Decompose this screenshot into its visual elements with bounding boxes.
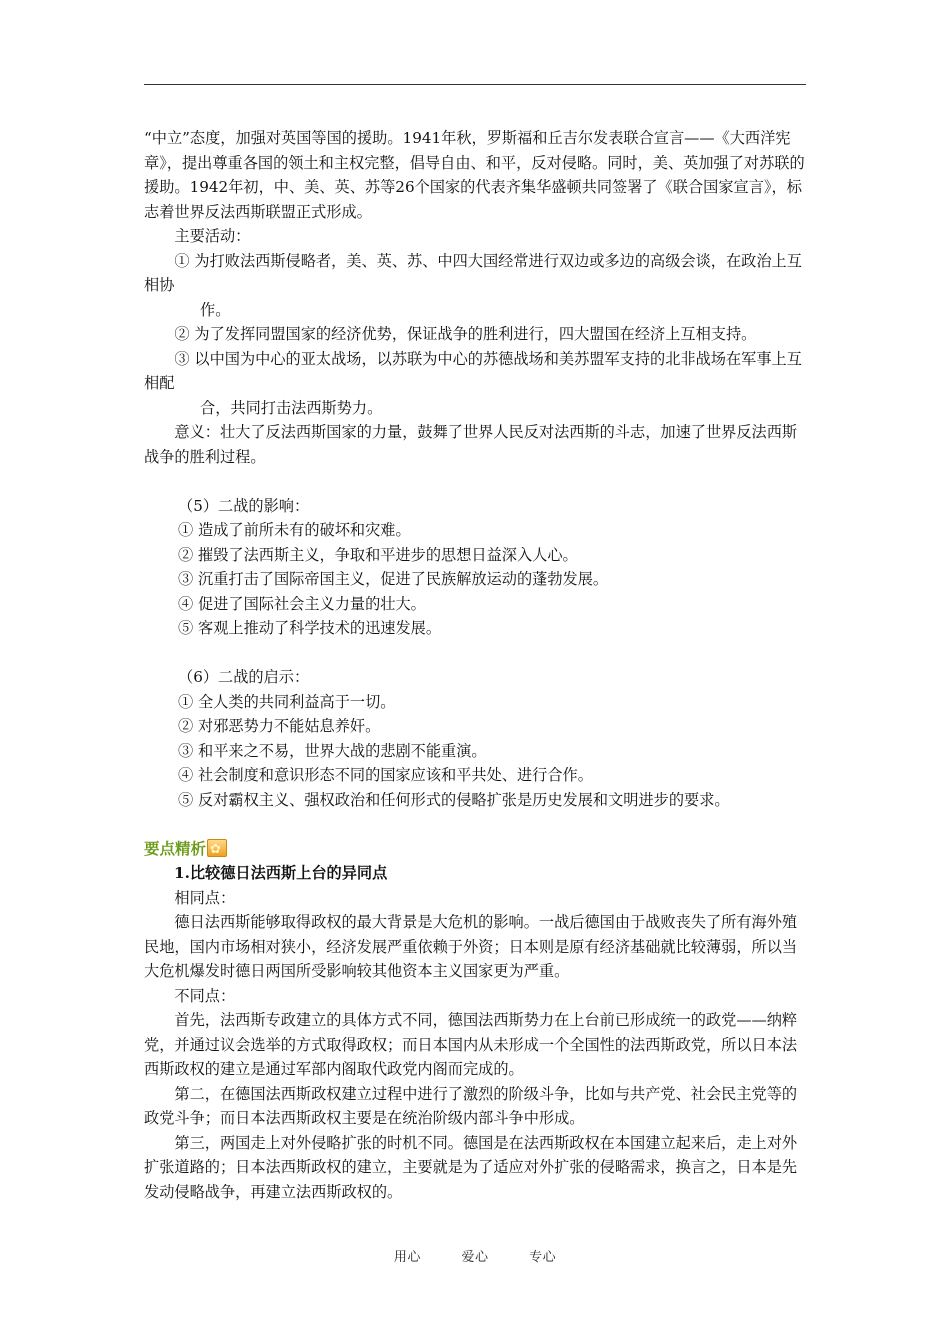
activities-label: 主要活动： [174, 227, 251, 245]
page-footer [0, 1246, 950, 1265]
same-label: 相同点： [174, 888, 236, 907]
influence-item: ⑤ 客观上推动了科学技术的迅速发展。 [178, 619, 442, 637]
document-body [144, 126, 810, 1204]
lesson-item: ⑤ 反对霸权主义、强权政治和任何形式的侵略扩张是历史发展和文明进步的要求。 [178, 790, 730, 809]
activity-item-2: ② 为了发挥同盟国家的经济优势，保证战争的胜利进行，四大盟国在经济上互相支持。 [174, 325, 757, 343]
influence-item: ③ 沉重打击了国际帝国主义，促进了民族解放运动的蓬勃发展。 [178, 570, 609, 588]
lesson-item: ② 对邪恶势力不能姑息养奸。 [178, 717, 381, 735]
lessons-title: （6）二战的启示： [178, 668, 310, 686]
section-title-text: 要点精析 [144, 839, 207, 858]
activity-item-3-continued: 合，共同打击法西斯势力。 [200, 398, 383, 417]
footer-word: 专心 [529, 1250, 557, 1265]
diff-paragraph-3: 第三，两国走上对外侵略扩张的时机不同。德国是在法西斯政权在本国建立起来后，走上对外扩张道路的；日本法西斯政权的建立，主要就是为了适应对外扩张的侵略需求，换言之，日本是先发动侵略战争，再建立法西斯政权的。 [144, 1133, 798, 1201]
lesson-item: ④ 社会制度和意识形态不同的国家应该和平共处、进行合作。 [178, 766, 593, 784]
intro-paragraph: “中立”态度，加强对英国等国的援助。1941年秋，罗斯福和丘吉尔发表联合宣言——《大西洋宪章》，提出尊重各国的领土和主权完整，倡导自由、和平，反对侵略。同时，美、英加强了对苏联的援助。1942年初，中、美、英、苏等26个国家的代表齐集华盛顿共同签署了《联合国家宣言》，标志着世界反法西斯联盟正式形成。 [144, 129, 805, 221]
diff-label: 不同点： [174, 986, 236, 1005]
influence-item: ④ 促进了国际社会主义力量的壮大。 [178, 594, 426, 613]
flower-badge-icon [207, 839, 227, 857]
header-rule [144, 84, 806, 85]
influence-item: ② 摧毁了法西斯主义，争取和平进步的思想日益深入人心。 [178, 545, 578, 564]
activity-item-1: ① 为打败法西斯侵略者，美、英、苏、中四大国经常进行双边或多边的高级会谈，在政治上互相协 [144, 251, 802, 294]
analysis-heading: 1.比较德日法西斯上台的异同点 [174, 864, 388, 882]
diff-paragraph-2: 第二，在德国法西斯政权建立过程中进行了激烈的阶级斗争，比如与共产党、社会民主党等的政党斗争；而日本法西斯政权主要是在统治阶级内部斗争中形成。 [144, 1084, 798, 1127]
activity-item-3: ③ 以中国为中心的亚太战场，以苏联为中心的苏德战场和美苏盟军支持的北非战场在军事上互相配 [144, 349, 802, 392]
diff-paragraph-1: 首先，法西斯专政建立的具体方式不同，德国法西斯势力在上台前已形成统一的政党——纳粹党，并通过议会选举的方式取得政权；而日本国内从未形成一个全国性的法西斯政党，所以日本法西斯政权的建立是通过军部内阁取代政党内阁而完成的。 [144, 1011, 798, 1078]
same-paragraph: 德日法西斯能够取得政权的最大背景是大危机的影响。一战后德国由于战败丧失了所有海外殖民地，国内市场相对狭小，经济发展严重依赖于外资；日本则是原有经济基础就比较薄弱，所以当大危机爆发时德日两国所受影响较其他资本主义国家更为严重。 [144, 913, 798, 980]
footer-word: 爱心 [461, 1250, 489, 1265]
lesson-item: ③ 和平来之不易，世界大战的悲剧不能重演。 [178, 741, 487, 760]
influence-item: ① 造成了前所未有的破坏和灾难。 [178, 521, 411, 539]
section-title-analysis [144, 837, 810, 862]
lesson-item: ① 全人类的共同利益高于一切。 [178, 692, 396, 711]
activity-item-1-continued: 作。 [200, 300, 231, 319]
footer-word: 用心 [393, 1250, 421, 1265]
influence-title: （5）二战的影响： [178, 496, 310, 515]
meaning-paragraph: 意义：壮大了反法西斯国家的力量，鼓舞了世界人民反对法西斯的斗志，加速了世界反法西斯战争的胜利过程。 [144, 423, 798, 466]
